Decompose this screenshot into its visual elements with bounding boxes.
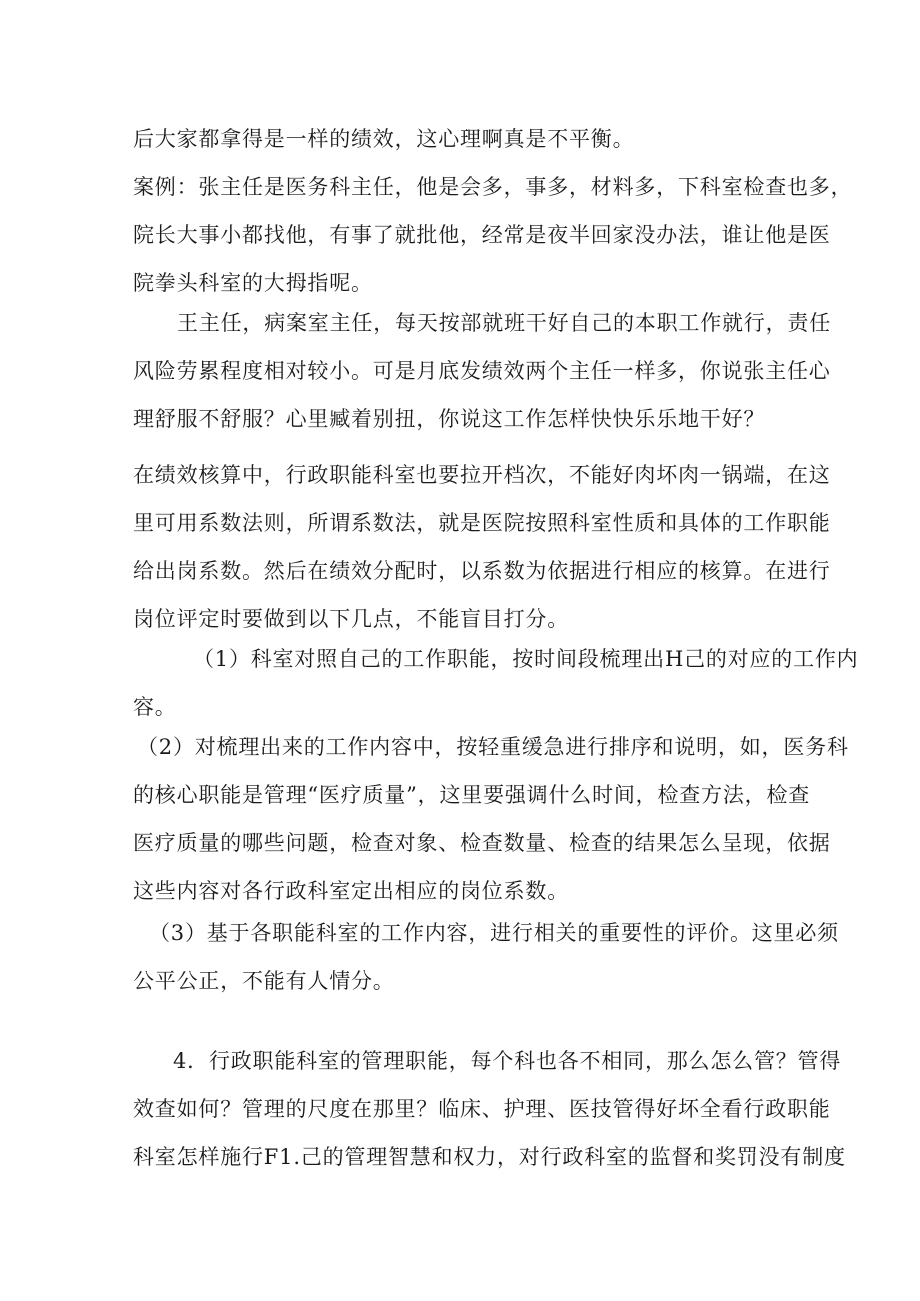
- text-line: 的核心职能是管理“医疗质量”，这里要强调什么时间，检查方法，检查: [133, 783, 811, 807]
- paragraph-5: [133, 635, 859, 731]
- text-line: 王主任，病案室主任，每天按部就班干好自己的本职工作就行，责任: [177, 311, 831, 335]
- text-line: 4．行政职能科室的管理职能，每个科也各不相同，那么怎么管？管得: [173, 1049, 842, 1073]
- text-line: 科室怎样施行F1.己的管理智慧和权力，对行政科室的监督和奖罚没有制度: [133, 1145, 846, 1169]
- text-line: 岗位评定时要做到以下几点，不能盲目打分。: [133, 607, 569, 631]
- paragraph-7: [133, 909, 839, 1005]
- paragraph-2: [133, 163, 853, 307]
- paragraph-8: [133, 1037, 846, 1181]
- text-line: 效查如何？管理的尺度在那里？临床、护理、医技管得好坏全看行政职能: [133, 1097, 831, 1121]
- paragraph-3: [133, 299, 831, 443]
- text-line: 给出岗系数。然后在绩效分配时，以系数为依据进行相应的核算。在进行: [133, 559, 831, 583]
- text-line: 院长大事小都找他，有事了就批他，经常是夜半回家没办法，谁让他是医: [133, 223, 831, 247]
- text-line: （2）对梳理出来的工作内容中，按轻重缓急进行排序和说明，如，医务科: [137, 735, 849, 759]
- text-line: （1）科室对照自己的工作职能，按时间段梳理出H己的对应的工作内: [193, 647, 859, 671]
- text-line: 案例：张主任是医务科主任，他是会多，事多，材料多，下科室检查也多，: [133, 175, 853, 199]
- text-line: 后大家都拿得是一样的绩效，这心理啊真是不平衡。: [133, 127, 635, 151]
- text-line: 医疗质量的哪些问题，检查对象、检查数量、检查的结果怎么呈现，依据: [133, 831, 831, 855]
- text-line: 这些内容对各行政科室定出相应的岗位系数。: [133, 879, 569, 903]
- text-line: 院拳头科室的大拇指呢。: [133, 271, 373, 295]
- text-line: （3）基于各职能科室的工作内容，进行相关的重要性的评价。这里必须: [149, 921, 839, 945]
- text-line: 理舒服不舒服？心里臧着别扭，你说这工作怎样快快乐乐地干好？: [133, 407, 766, 431]
- paragraph-6: [133, 723, 849, 915]
- text-line: 公平公正，不能有人情分。: [133, 969, 395, 993]
- paragraph-4: [133, 451, 831, 643]
- paragraph-1: [133, 115, 793, 163]
- text-line: 容。: [133, 695, 177, 719]
- text-line: 里可用系数法则，所谓系数法，就是医院按照科室性质和具体的工作职能: [133, 511, 831, 535]
- text-line: 风险劳累程度相对较小。可是月底发绩效两个主任一样多，你说张主任心: [133, 359, 831, 383]
- text-line: 在绩效核算中，行政职能科室也要拉开档次，不能好肉坏肉一锅端，在这: [133, 463, 831, 487]
